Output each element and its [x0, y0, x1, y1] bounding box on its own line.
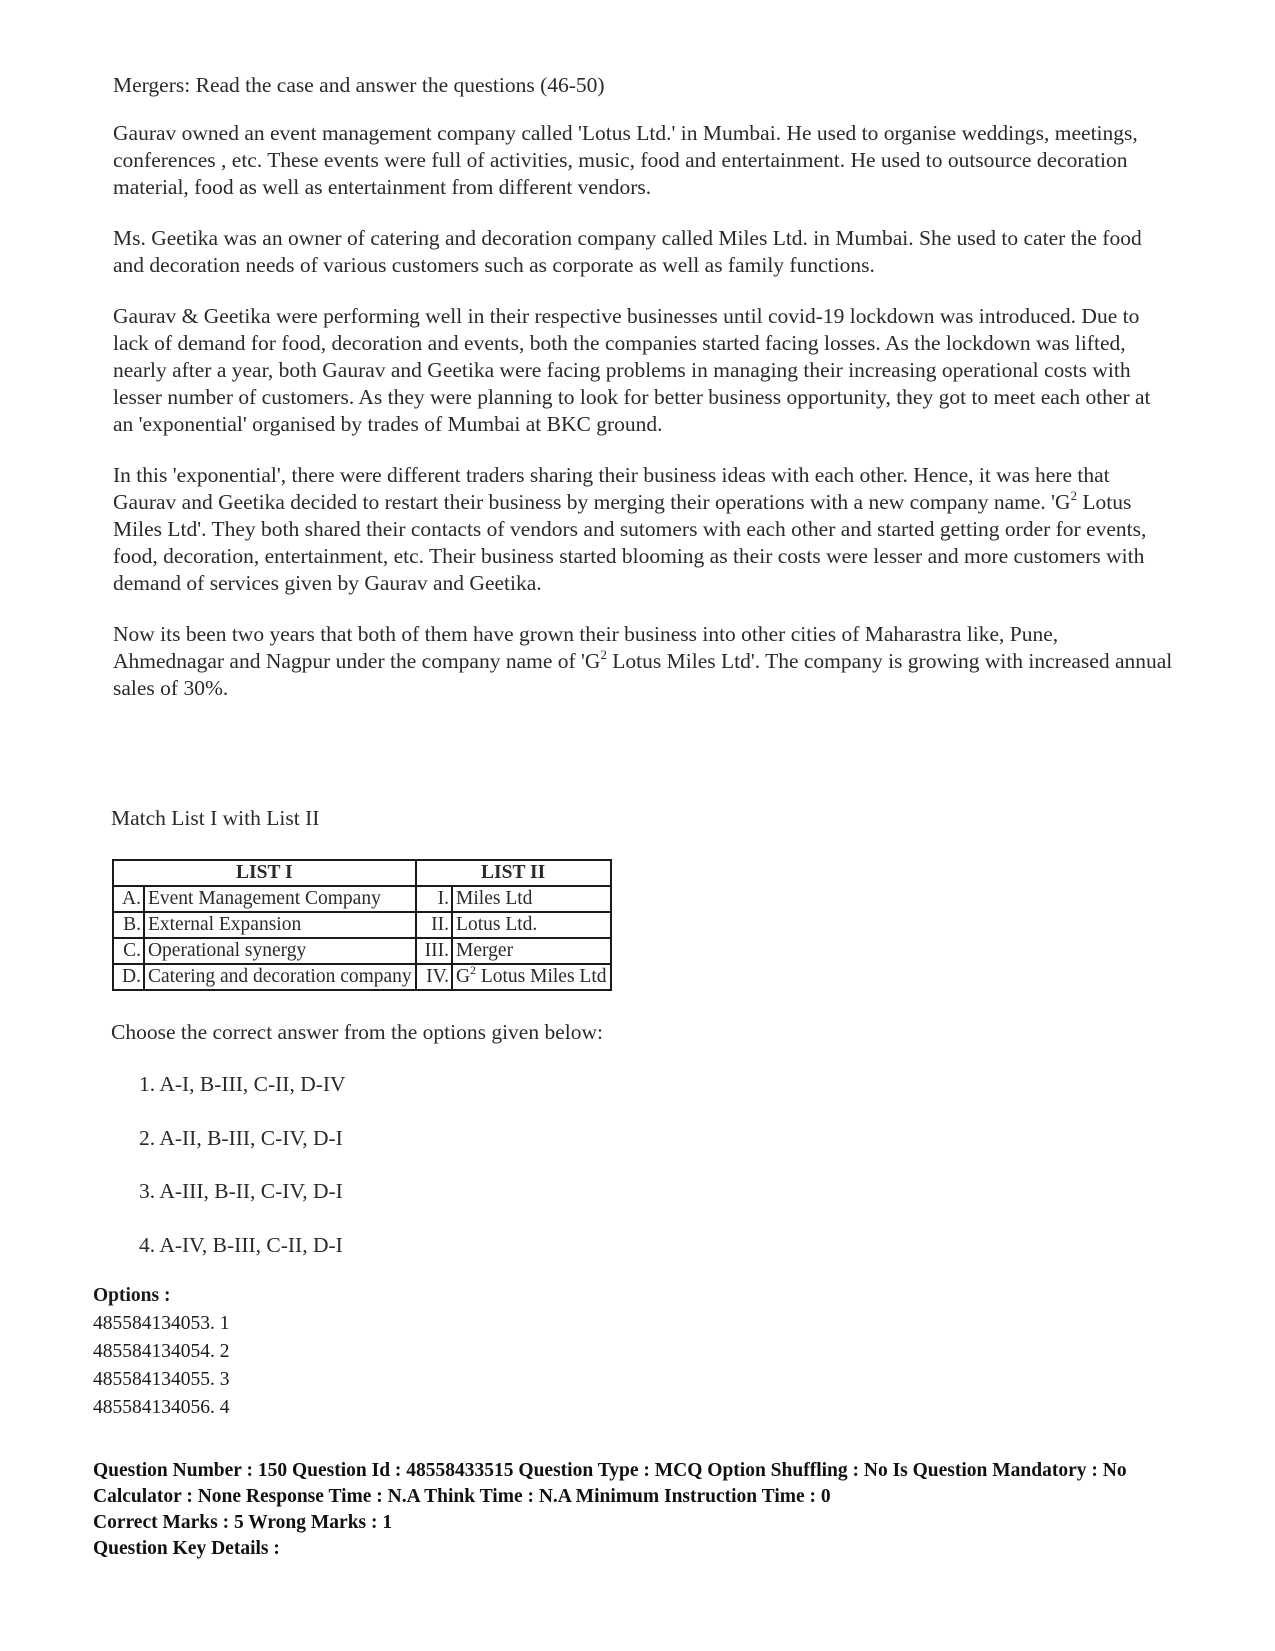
list-1-header: LIST I [113, 860, 416, 886]
option-id-2: 485584134054. 2 [93, 1341, 230, 1362]
list-2-key: I. [416, 886, 452, 912]
table-row [113, 912, 611, 938]
list-1-key: B. [113, 912, 144, 938]
answer-option-1: 1. A-I, B-III, C-II, D-IV [139, 1072, 346, 1096]
option-id-3: 485584134055. 3 [93, 1369, 230, 1390]
superscript: 2 [470, 963, 476, 977]
options-block [93, 1282, 230, 1422]
list-2-value [452, 912, 610, 938]
list-1-value: External Expansion [144, 912, 416, 938]
list-2-value [452, 886, 610, 912]
option-id-4: 485584134056. 4 [93, 1397, 230, 1418]
list-2-value-text: G [456, 966, 471, 987]
question-meta [93, 1458, 1203, 1562]
case-paragraph-4-text: In this 'exponential', there were different traders sharing their business ideas with each other. Hence, it was here that Gaurav and Geetika decided to restart their business by merging their operations with a new company name. 'G [113, 463, 1110, 514]
list-2-value [452, 964, 610, 990]
answer-option-4: 4. A-IV, B-III, C-II, D-I [139, 1232, 343, 1257]
match-table [112, 859, 612, 991]
case-paragraph-5-text-cont: Lotus Miles Ltd'. The company is growing with increased annual sales of 30%. [113, 649, 1173, 700]
superscript: 2 [600, 647, 607, 662]
case-paragraph-2: Ms. Geetika was an owner of catering and decoration company called Miles Ltd. in Mumbai. She used to cater the food and decoration needs of various customers such as corporate as well as family functions. [113, 226, 1142, 277]
list-1-key: C. [113, 938, 144, 964]
list-1-value: Event Management Company [144, 886, 416, 912]
list-2-key: III. [416, 938, 452, 964]
list-2-value [452, 938, 610, 964]
superscript: 2 [1070, 488, 1078, 503]
question-meta-line-1: Question Number : 150 Question Id : 48558433515 Question Type : MCQ Option Shuffling : No Is Question Mandatory : No Calculator : None Response Time : N.A Think Time : N.A Minimum Instruction Time : 0 [93, 1460, 1127, 1507]
case-study [113, 72, 1173, 726]
case-paragraph-1: Gaurav owned an event management company called 'Lotus Ltd.' in Mumbai. He used to organise weddings, meetings, conferences , etc. These events were full of activities, music, food and entertainment. He used to outsource decoration material, food as well as entertainment from different vendors. [113, 121, 1138, 199]
case-paragraph-5-text: Now its been two years that both of them have grown their business into other cities of Maharastra like, Pune, Ahmednagar and Nagpur under the company name of 'G [113, 622, 1059, 673]
table-row [113, 886, 611, 912]
answer-option-2: 2. A-II, B-III, C-IV, D-I [139, 1125, 343, 1150]
list-2-header: LIST II [416, 860, 611, 886]
question-marks: Correct Marks : 5 Wrong Marks : 1 [93, 1512, 393, 1533]
case-heading: Mergers: Read the case and answer the questions (46-50) [113, 73, 605, 97]
table-row [113, 938, 611, 964]
case-paragraph-5 [113, 621, 1173, 702]
list-2-value-text: Merger [456, 940, 514, 961]
case-paragraph-4 [113, 462, 1173, 597]
answer-option-3: 3. A-III, B-II, C-IV, D-I [139, 1179, 343, 1203]
list-1-value: Operational synergy [144, 938, 416, 964]
options-label: Options : [93, 1285, 171, 1306]
choose-instruction: Choose the correct answer from the options given below: [111, 1020, 603, 1044]
list-1-key: D. [113, 964, 144, 990]
list-1-key: A. [113, 886, 144, 912]
table-row [113, 964, 611, 990]
list-2-value-text: Miles Ltd [456, 888, 533, 909]
option-id-1: 485584134053. 1 [93, 1313, 230, 1334]
list-2-key: IV. [416, 964, 452, 990]
case-paragraph-3: Gaurav & Geetika were performing well in their respective businesses until covid-19 lockdown was introduced. Due to lack of demand for food, decoration and events, both the companies started facing losses. As the lockdown was lifted, nearly after a year, both Gaurav and Geetika were facing problems in managing their increasing operational costs with lesser number of customers. As they were planning to look for better business opportunity, they got to meet each other at an 'exponential' organised by trades of Mumbai at BKC ground. [113, 304, 1151, 436]
list-2-key: II. [416, 912, 452, 938]
case-paragraph-4-text-cont: Lotus Miles Ltd'. They both shared their contacts of vendors and sutomers with each other and started getting order for events, food, decoration, entertainment, etc. Their business started blooming as their costs were lesser and more customers with demand of services given by Gaurav and Geetika. [113, 490, 1147, 595]
list-1-value: Catering and decoration company [144, 964, 416, 990]
match-title: Match List I with List II [111, 806, 320, 830]
question-key-details: Question Key Details : [93, 1538, 280, 1559]
match-table-header [113, 860, 611, 886]
answer-list [139, 1072, 346, 1286]
list-2-value-text-cont: Lotus Miles Ltd [475, 966, 607, 987]
list-2-value-text: Lotus Ltd. [456, 914, 538, 935]
